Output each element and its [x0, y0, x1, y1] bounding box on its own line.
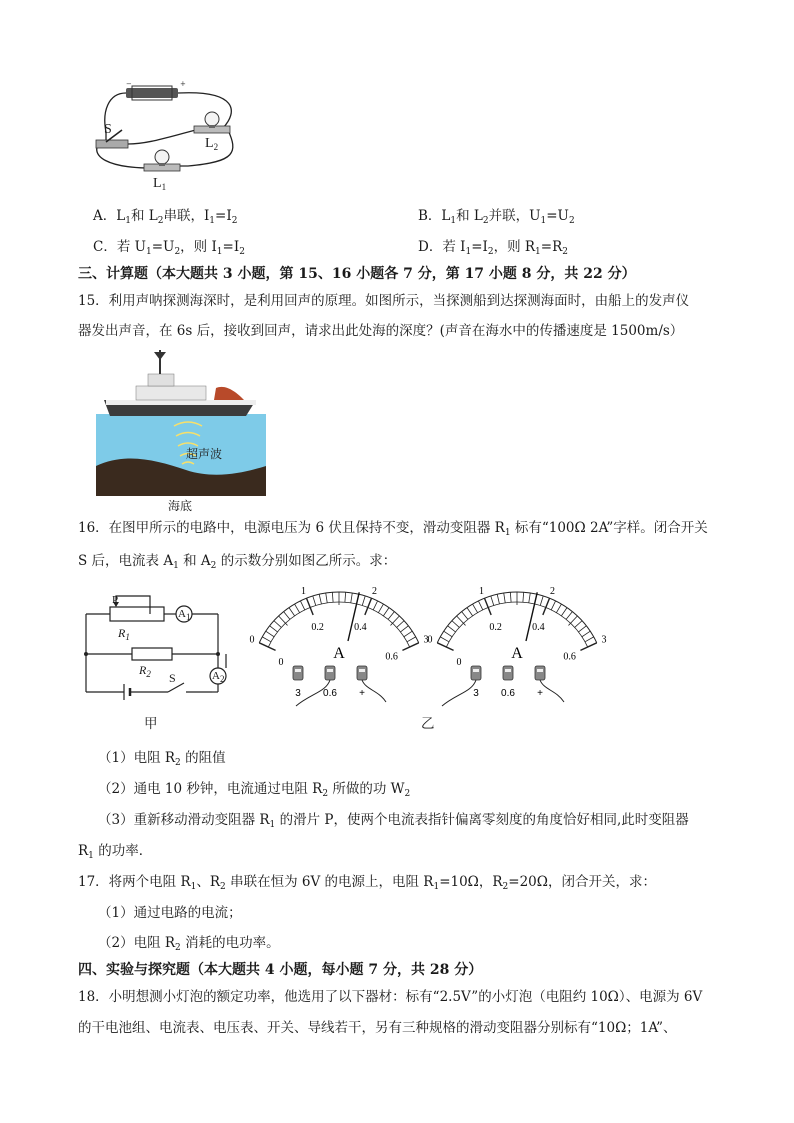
scale-tick: [510, 592, 511, 602]
q17-sub2: （2）电阻 $R_2$ 消耗的电功率。: [98, 935, 280, 953]
meter-needle: [348, 592, 359, 641]
scale-tick: [266, 631, 274, 637]
scale-tick: [390, 616, 399, 625]
scale-tick: [578, 626, 586, 632]
wire: [540, 680, 564, 702]
scale-tick: [295, 604, 300, 613]
outer-tick-label: 0: [249, 634, 255, 646]
scale-tick: [397, 621, 404, 628]
r1-label: $R_1$: [118, 626, 130, 642]
scale-tick: [467, 608, 473, 616]
scale-tick: [404, 631, 412, 637]
scale-tick: [580, 643, 596, 651]
scale-tick: [274, 621, 281, 628]
sonar-ship-figure: [96, 348, 268, 496]
a2-label: $A_2$: [212, 670, 225, 684]
q16-sub3-line2: $R_1$ 的功率．: [78, 843, 153, 861]
q16-sub3-line1: （3）重新移动滑动变阻器 $R_1$ 的滑片 P，使两个电流表指针偏离零刻度的角度恰好相同,此时变阻器: [98, 812, 689, 830]
scale-tick: [262, 637, 271, 642]
q17-line1: 17．将两个电阻 $R_1$、$R_2$ 串联在恒为 6V 的电源上，电阻 $R_1=10\Omega$，$R_2=20\Omega$，闭合开关，求：: [78, 874, 656, 892]
q18-line2: 的干电池组、电流表、电压表、开关、导线若干，另有三种规格的滑动变阻器分别标有“10Ω；1A”、: [78, 1020, 677, 1036]
slider-label: P: [112, 594, 119, 606]
inner-tick-label: 0.6: [563, 651, 576, 663]
scale-tick: [388, 612, 394, 620]
scale-tick: [462, 612, 468, 620]
outer-tick-label: 1: [301, 585, 307, 597]
scale-tick: [300, 601, 304, 610]
scale-tick: [378, 604, 383, 613]
series-circuit-figure: [88, 82, 248, 194]
scale-tick: [326, 593, 328, 603]
outer-tick-label: 3: [601, 634, 607, 646]
svg-text:+: +: [180, 80, 186, 88]
scale-tick: [457, 616, 466, 625]
unit-label: A: [511, 645, 523, 662]
ammeter-dial-right: [427, 578, 607, 708]
terminal-icon: [293, 666, 303, 680]
svg-text:−: −: [126, 80, 132, 88]
scale-tick: [575, 621, 582, 628]
scale-tick: [444, 631, 452, 637]
q16-sub2: （2）通电 10 秒钟，电流通过电阻 $R_2$ 所做的功 $W_2$: [98, 781, 411, 799]
q16-sub1: （1）电阻 $R_2$ 的阻值: [98, 750, 226, 768]
inner-tick-label: 0.6: [385, 651, 398, 663]
ammeter-dial-left: [249, 578, 429, 708]
scale-tick: [383, 608, 389, 616]
terminal-icon: [505, 669, 511, 672]
inner-tick-label: 0.4: [354, 622, 367, 634]
scale-tick: [582, 631, 590, 637]
inner-tick-label: 0.2: [311, 622, 324, 634]
scale-tick: [351, 593, 353, 603]
q16-line1: 16．在图甲所示的电路中，电源电压为 6 伏且保持不变，滑动变阻器 $R_1$ 标有“100Ω 2A”字样。闭合开关: [78, 520, 708, 538]
battery-icon: [126, 88, 178, 98]
unit-label: A: [333, 645, 345, 662]
figure-yi-caption: 乙: [421, 716, 435, 732]
bulb-icon: [155, 150, 169, 164]
scale-tick: [551, 601, 555, 610]
scale-tick: [497, 594, 499, 604]
terminal-label: +: [537, 688, 543, 699]
scale-tick: [402, 643, 418, 651]
terminal-icon: [535, 666, 545, 680]
a1-label: $A_1$: [178, 608, 191, 622]
scale-tick: [473, 604, 478, 613]
section-3-title: 三、计算题（本大题共 3 小题，第 15、16 小题各 7 分，第 17 小题 8 分，共 22 分）: [78, 266, 636, 282]
scale-tick: [478, 601, 482, 610]
bulb1-label: $L_1$: [153, 176, 167, 192]
outer-tick-label: 3: [423, 634, 429, 646]
option-a: A．$L_1$和 $L_2$串联，$I_1=I_2$: [93, 208, 238, 226]
terminal-icon: [295, 669, 301, 672]
terminal-icon: [537, 669, 543, 672]
seabed-label: 海底: [168, 499, 193, 513]
scale-tick: [440, 637, 449, 642]
scale-tick: [523, 592, 524, 602]
bulb2-label: $L_2$: [205, 136, 219, 152]
outer-tick-label: 2: [371, 585, 377, 597]
scale-tick: [362, 596, 365, 606]
resistor-r2: [132, 648, 172, 660]
q15-line2: 器发出声音，在 6s 后，接收到回声，请求出此处海的深度？(声音在海水中的传播速度是 1500m/s）: [78, 323, 684, 339]
q16-line2: S 后，电流表 $A_1$ 和 $A_2$ 的示数分别如图乙所示。求：: [78, 553, 397, 571]
scale-tick: [568, 616, 577, 625]
terminal-icon: [357, 666, 367, 680]
scale-tick: [279, 616, 288, 625]
scale-tick: [400, 626, 408, 632]
ultrasound-label: 超声波: [186, 447, 223, 461]
scale-tick: [491, 596, 494, 606]
terminal-label: +: [359, 688, 365, 699]
terminal-label: 0.6: [501, 688, 515, 699]
scale-tick: [437, 643, 453, 651]
scale-tick: [289, 608, 295, 616]
terminal-icon: [325, 666, 335, 680]
terminal-icon: [327, 669, 333, 672]
outer-tick-label: 2: [549, 585, 555, 597]
wire: [362, 680, 386, 702]
option-d: D．若 $I_1=I_2$，则 $R_1=R_2$: [418, 239, 568, 257]
scale-tick: [332, 592, 333, 602]
scale-tick: [313, 596, 316, 606]
scale-tick: [561, 608, 567, 616]
r2-label: $R_2$: [139, 663, 151, 679]
scale-tick: [452, 621, 459, 628]
terminal-label: 3: [473, 688, 479, 699]
scale-tick: [566, 612, 572, 620]
wire: [442, 680, 476, 706]
switch-s-label: S: [169, 671, 176, 685]
option-b: B．$L_1$和 $L_2$并联，$U_1=U_2$: [418, 208, 575, 226]
scale-tick: [540, 596, 543, 606]
inner-tick-label: 0: [278, 656, 284, 668]
scale-tick: [259, 643, 275, 651]
scale-tick: [585, 637, 594, 642]
q15-line1: 15．利用声呐探测海深时，是利用回声的原理。如图所示，当探测船到达探测海面时，由船上的发声仪: [78, 293, 690, 309]
inner-tick-label: 0.2: [489, 622, 502, 634]
terminal-label: 0.6: [323, 688, 337, 699]
section-4-title: 四、实验与探究题（本大题共 4 小题，每小题 7 分，共 28 分）: [78, 962, 483, 978]
terminal-label: 3: [295, 688, 301, 699]
scale-tick: [270, 626, 278, 632]
inner-tick-label: 0.4: [532, 622, 545, 634]
inner-tick-label: 0: [456, 656, 462, 668]
terminal-icon: [503, 666, 513, 680]
terminal-icon: [471, 666, 481, 680]
scale-tick: [448, 626, 456, 632]
option-c: C．若 $U_1=U_2$，则 $I_1=I_2$: [93, 239, 245, 257]
scale-tick: [345, 592, 346, 602]
terminal-icon: [473, 669, 479, 672]
q18-line1: 18．小明想测小灯泡的额定功率，他选用了以下器材：标有“2.5V”的小灯泡（电阻约 10Ω）、电源为 6V: [78, 989, 703, 1005]
q17-sub1: （1）通过电路的电流；: [98, 905, 242, 921]
scale-tick: [407, 637, 416, 642]
scale-tick: [504, 593, 506, 603]
scale-tick: [319, 594, 321, 604]
outer-tick-label: 1: [479, 585, 485, 597]
scale-tick: [556, 604, 561, 613]
figure-jia-caption: 甲: [144, 716, 158, 732]
switch-label: S: [104, 122, 112, 137]
scale-tick: [529, 593, 531, 603]
meter-needle: [526, 592, 537, 641]
scale-tick: [373, 601, 377, 610]
scale-tick: [284, 612, 290, 620]
terminal-icon: [359, 669, 365, 672]
bulb-icon: [205, 112, 219, 126]
outer-tick-label: 0: [427, 634, 433, 646]
